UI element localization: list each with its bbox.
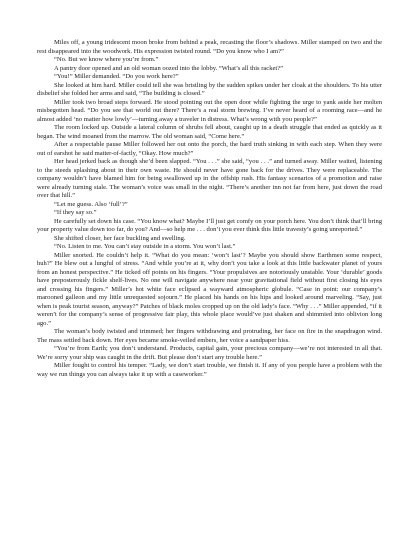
paragraph-11: “If they say so.” bbox=[54, 209, 97, 216]
paragraph-12: He carefully set down his case. “You know what? Maybe I’ll just get comfy on your porch here. You don’t think that’ll bring your property value down too far, do you? And—so help me . . . don’t you ever think this little travesty’s going unreported.” bbox=[37, 217, 382, 233]
paragraph-9: Her head jerked back as though she’d been slapped. “You . . .” she said, “you . . .” and turned away. Miller waited, listening to the steeds splashing about in their own waste. He should never have gone back for the drives. They were replaceable. The company wouldn’t have blamed him for being swallowed up in the offship rush. His fantasy scenarios of a promotion and raise were already turning stale. The woman’s voice was small in the night. “There’s another inn not far from here, just down the road over that hill.” bbox=[37, 158, 382, 199]
paragraph-3: A pantry door opened and an old woman oozed into the lobby. “What’s all this racket?” bbox=[54, 64, 284, 72]
paragraph-10: “Let me guess. Also ‘full’?” bbox=[54, 200, 128, 208]
paragraph-13: She shifted closer, her face buckling and swelling. bbox=[54, 234, 186, 242]
paragraph-7: The room locked up. Outside a lateral column of shrubs fell about, caught up in a death struggle that ended as quickly as it began. The wind moaned from the marrow. The old woman said, “Come here.” bbox=[37, 124, 382, 140]
story-page bbox=[37, 39, 382, 379]
paragraph-1: Miles off, a young iridescent moon broke from behind a peak, recasting the floor’s shadows. Miller stamped on two and the rest disappeared into the woodwork. His expression twisted round. “Do you know who I am?” bbox=[37, 39, 382, 55]
paragraph-16: The woman’s body twisted and trimmed; her fingers withdrawing and protruding, her face on fire in the snapdragon wind. The mass settled back down. Her eyes became smoke-veiled embers, her voice a sandpaper hiss. bbox=[37, 328, 382, 344]
paragraph-18: Miller fought to control his temper. “Lady, we don’t start trouble, we finish it. If any of you people have a problem with the way we run things you can always take it up with a caseworker.” bbox=[37, 362, 382, 378]
paragraph-17: “You’re from Earth; you don’t understand. Products, capital gain, your precious company—we’re not interested in all that. We’re sorry your ship was caught in the drift. But please don’t start any trouble here.” bbox=[37, 345, 382, 361]
paragraph-8: After a respectable pause Miller followed her out onto the porch, the hard truth sinking in with each step. When they were out of earshot he said matter-of-factly, “Okay. How much?” bbox=[37, 141, 382, 157]
paragraph-15: Miller snorted. He couldn’t help it. “What do you mean: ‘won’t last’? Maybe you should show Earthmen some respect, huh?” He blew out a lungful of stress. “And while you’re at it, why don’t you take a look at this little backwater planet of yours from an honest perspective.” He ticked off points on his fingers. “Your propulsives are notoriously unstable. Your ‘durable’ goods have preposterously fickle shelf-lives. No one will navigate anywhere near your gravitational field without first closing his eyes and crossing his fingers.” Miller’s hot white face eclipsed a wayward atmospheric globule. “Case in point: our company’s marooned galleon and my little unrequested sojourn.” He placed his hands on his hips and looked around marveling. “Say, just when is peak tourist season, anyway?” Patches of black moles cropped up on the old lady’s face. “Why . . .” Miller appended, “if it weren’t for the company’s sense of progressive fair play, this whole place would’ve just shaken and shimmied into oblivion long ago.” bbox=[37, 251, 382, 327]
paragraph-2: “No. But we know where you’re from.” bbox=[54, 56, 159, 63]
paragraph-5: She looked at him hard. Miller could tell she was bristling by the sudden spikes under her cloak at the shoulders. To his utter disbelief she folded her arms and said, “The building is closed.” bbox=[37, 81, 382, 97]
paragraph-6: Miller took two broad steps forward. He stood pointing out the open door while fighting the urge to yank aside her molten misbegotten head. “Do you see that world out there? There’s a real storm brewing. I’ve never heard of a rooming race—and he almost added ‘no matter how lowly’—turning away a traveler in distress. What’s wrong with you people?” bbox=[37, 98, 382, 123]
paragraph-4: “You!” Miller demanded. “Do you work here?” bbox=[54, 73, 179, 80]
paragraph-14: “No. Listen to me. You can’t stay outside in a storm. You won’t last.” bbox=[54, 243, 236, 250]
